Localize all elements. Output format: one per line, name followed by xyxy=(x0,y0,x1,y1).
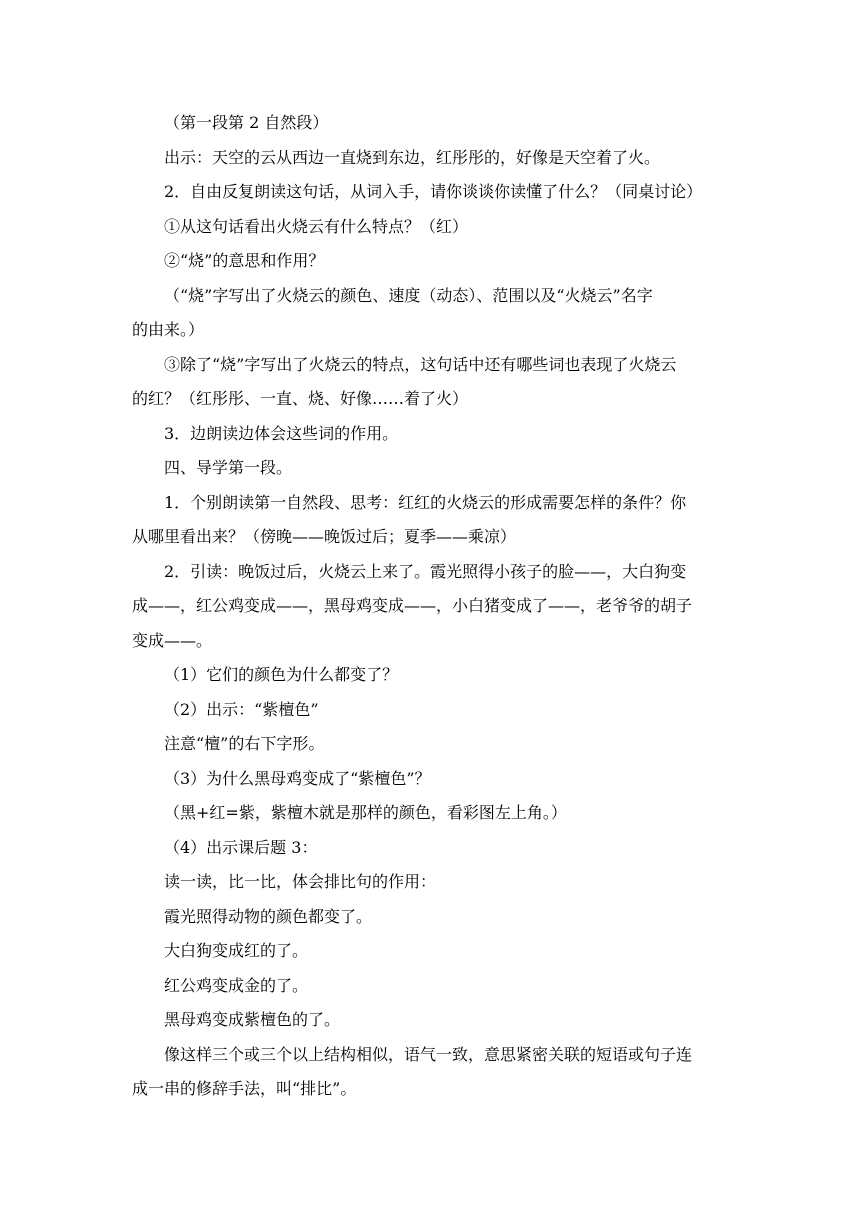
paragraph-line: （1）它们的颜色为什么都变了？ xyxy=(164,665,399,684)
paragraph-line: ③除了“烧”字写出了火烧云的特点，这句话中还有哪些词也表现了火烧云 xyxy=(164,354,677,374)
paragraph-line: （3）为什么黑母鸡变成了“紫檀色”？ xyxy=(164,768,431,788)
paragraph-line: 注意“檀”的右下字形。 xyxy=(164,734,325,753)
paragraph-line: 黑母鸡变成紫檀色的了。 xyxy=(164,1010,341,1029)
paragraph-line: 1．个别朗读第一自然段、思考：红红的火烧云的形成需要怎样的条件？你 xyxy=(164,492,687,512)
paragraph-line: ①从这句话看出火烧云有什么特点？（红） xyxy=(164,216,469,236)
paragraph-line: 3．边朗读边体会这些词的作用。 xyxy=(164,423,399,443)
paragraph-line: 出示：天空的云从西边一直烧到东边，红彤彤的，好像是天空着了火。 xyxy=(164,147,661,167)
paragraph-line: 成一串的修辞手法，叫“排比”。 xyxy=(132,1079,357,1098)
paragraph-line: 大白狗变成红的了。 xyxy=(164,941,309,960)
paragraph-line: 2．引读：晚饭过后，火烧云上来了。霞光照得小孩子的脸——，大白狗变 xyxy=(164,561,687,581)
paragraph-line: 变成——。 xyxy=(132,630,213,650)
paragraph-line: 像这样三个或三个以上结构相似，语气一致，意思紧密关联的短语或句子连 xyxy=(164,1044,693,1064)
paragraph-line: 从哪里看出来？（傍晚——晚饭过后；夏季——乘凉） xyxy=(132,527,517,546)
paragraph-line: （第一段第 2 自然段） xyxy=(164,113,329,132)
paragraph-line: （黑+红=紫，紫檀木就是那样的颜色，看彩图左上角。） xyxy=(164,803,567,822)
paragraph-line: 读一读，比一比，体会排比句的作用： xyxy=(164,872,437,891)
paragraph-line: 红公鸡变成金的了。 xyxy=(164,975,309,995)
paragraph-line: 的由来。） xyxy=(132,320,205,339)
paragraph-line: （“烧”字写出了火烧云的颜色、速度（动态）、范围以及“火烧云”名字 xyxy=(164,285,653,305)
paragraph-line: 2．自由反复朗读这句话，从词入手，请你谈谈你读懂了什么？（同桌讨论） xyxy=(164,182,703,201)
paragraph-line: 成——，红公鸡变成——，黑母鸡变成——，小白猪变成了——，老爷爷的胡子 xyxy=(132,596,693,615)
paragraph-line: 的红？（红彤彤、一直、烧、好像……着了火） xyxy=(132,389,469,408)
paragraph-line: （4）出示课后题 3： xyxy=(164,837,318,857)
paragraph-line: ②“烧”的意思和作用？ xyxy=(164,251,325,270)
paragraph-line: （2）出示：“紫檀色” xyxy=(164,699,319,719)
paragraph-line: 霞光照得动物的颜色都变了。 xyxy=(164,906,373,926)
document-body xyxy=(132,106,732,1107)
paragraph-line: 四、导学第一段。 xyxy=(164,458,293,477)
